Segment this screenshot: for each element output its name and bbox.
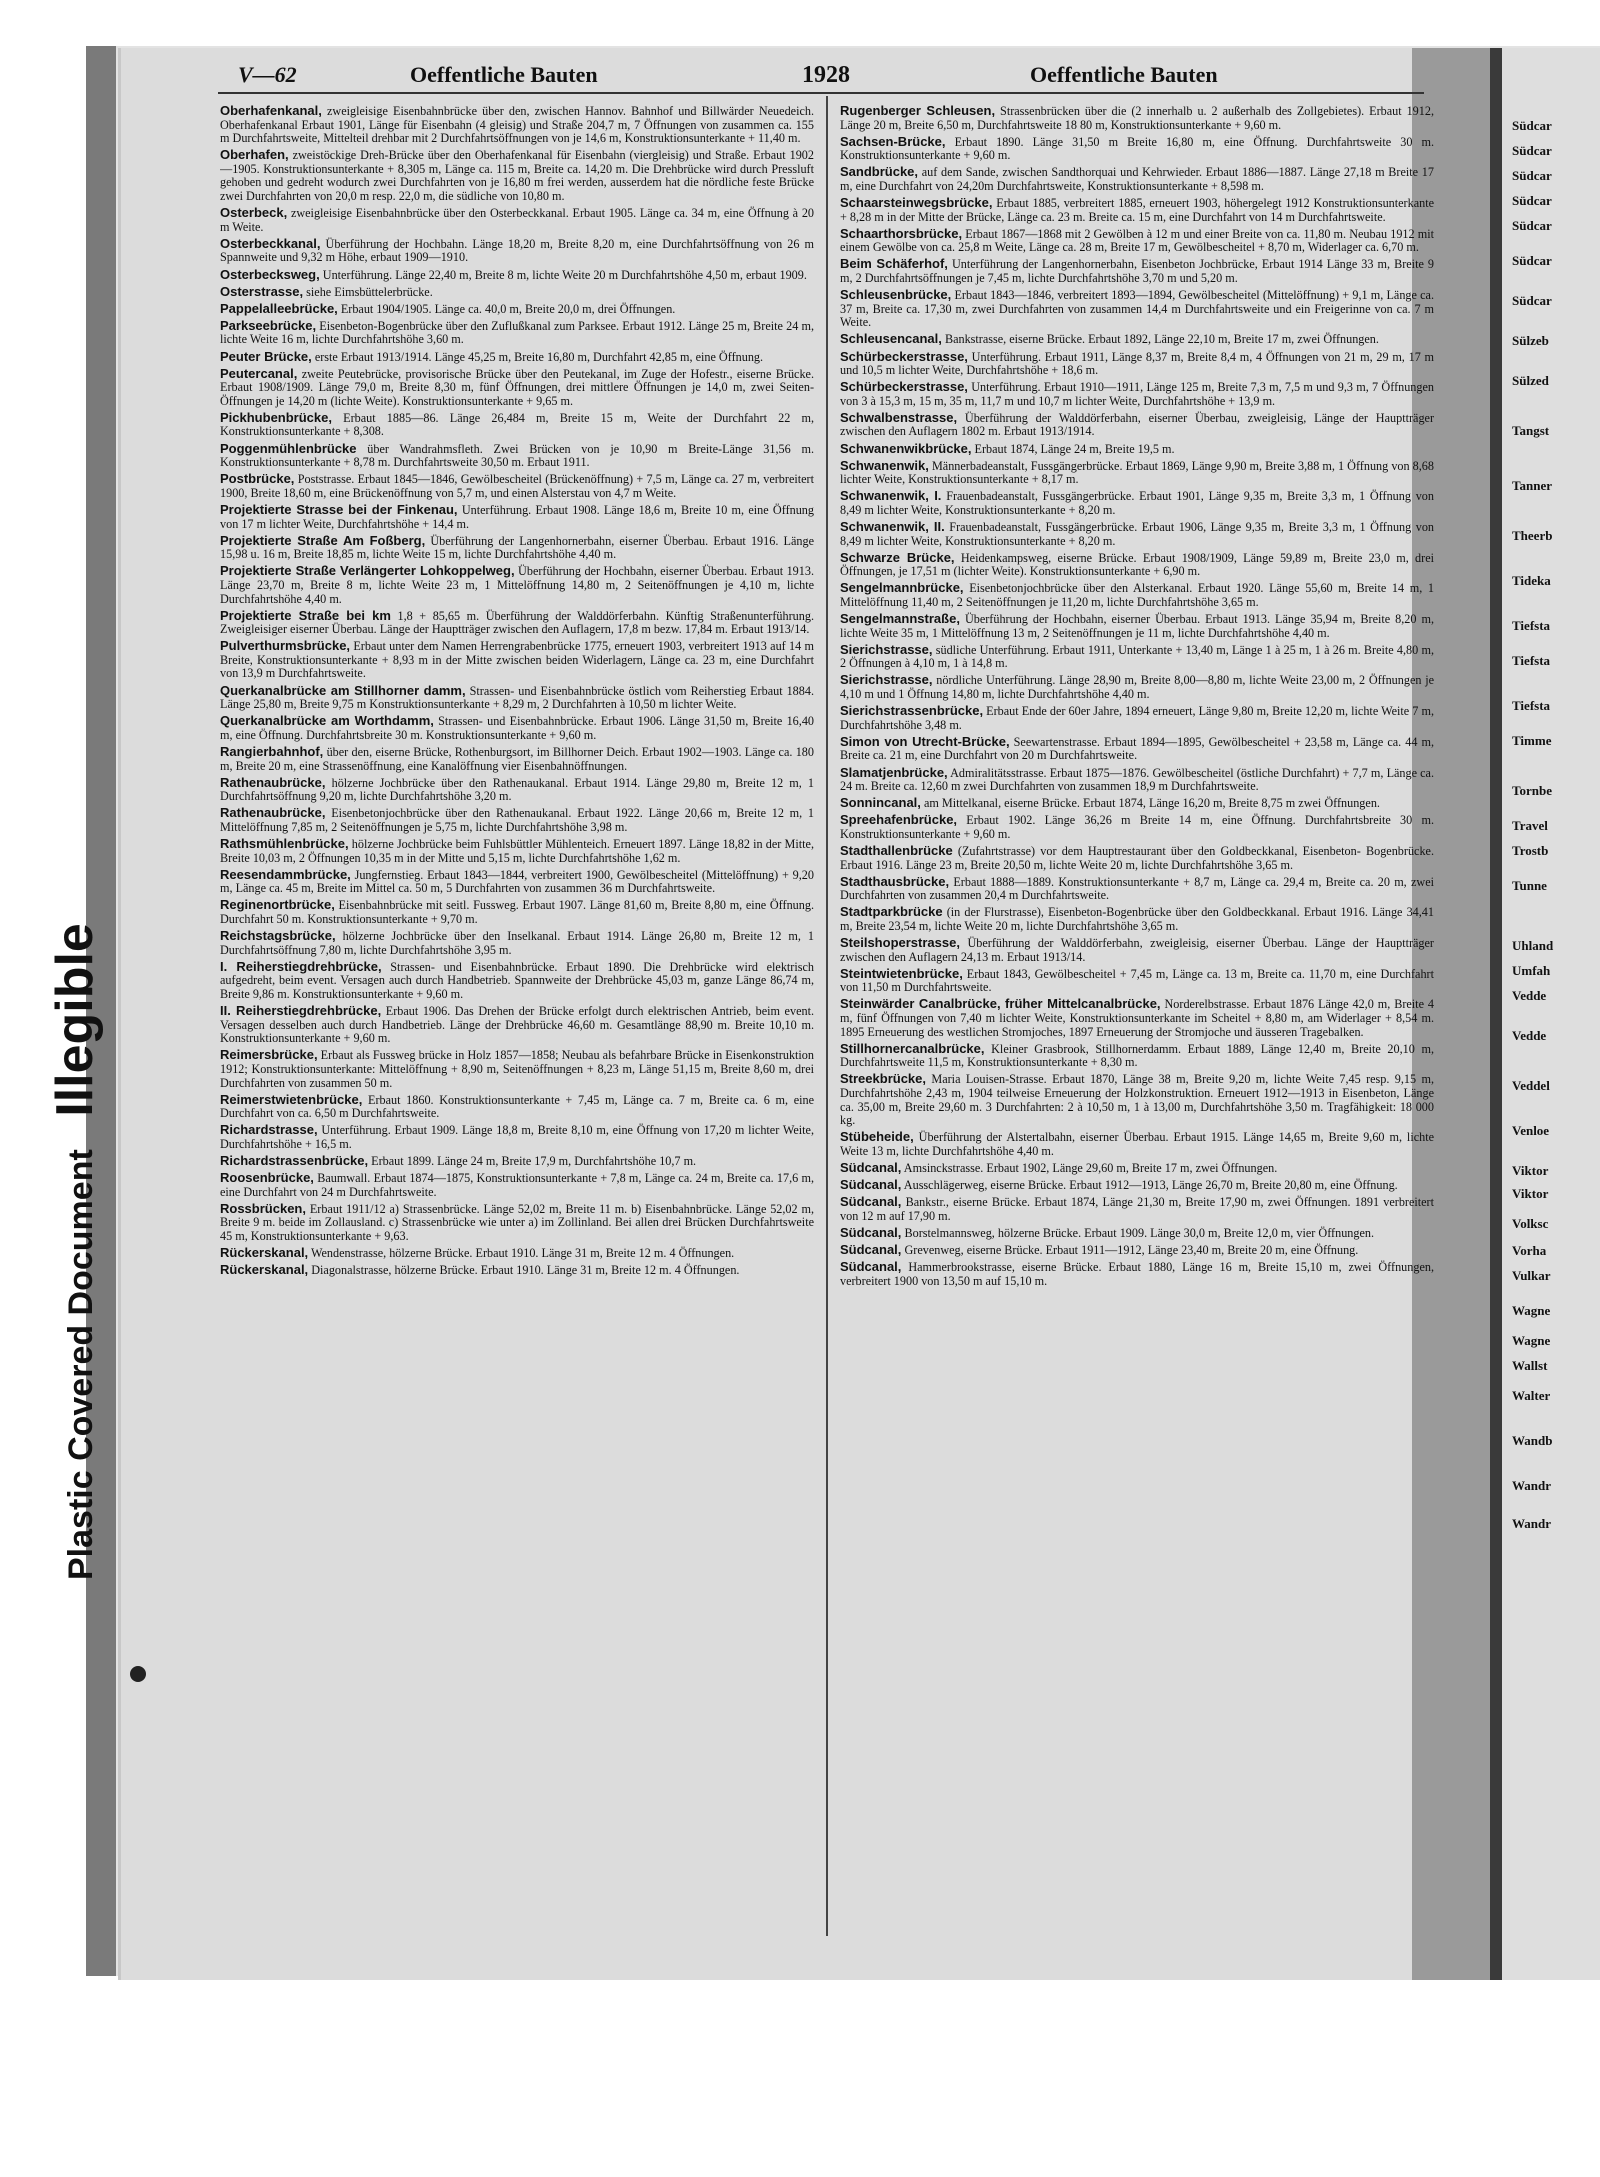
entry-text: Norderelbstrasse. Erbaut 1876 Länge 42,0 m, Breite 4 m, fünf Öffnungen von 7,40 m lichter Weite, Konstruktionsunterkante im Scheitel + 8,80 m, am Widerlager + 8,54 m. 1895 Erneuerung des westlichen Stromjoches, 1897 Erneuerung der Stromjoche und äusseren Tragebalken.: [840, 997, 1434, 1039]
right-page-entry: Theerb: [1512, 528, 1553, 543]
directory-entry: [840, 936, 1434, 964]
entry-text: Admiralitätsstrasse. Erbaut 1875—1876. Gewölbescheitel (östliche Durchfahrt) + 7,7 m, Länge ca. 24 m. Breite ca. 12,60 m zwei Durchfahrten von zusammen 18,9 m Durchfahrtsweite.: [840, 765, 1434, 794]
directory-entry: [840, 673, 1434, 701]
entry-title: Südcanal,: [840, 1241, 902, 1257]
directory-entry: [840, 735, 1434, 763]
entry-text: Strassenbrücken über die (2 innerhalb u. 2 außerhalb des Zollgebietes). Erbaut 1912, Länge 20 m, Breite 6,50 m, Durchfahrtsweite 18 80 m, Konstruktionsunterkante + 9,60 m.: [840, 104, 1434, 132]
directory-entry: [840, 1072, 1434, 1127]
right-page-fragment: [1502, 48, 1600, 1980]
entry-title: Peuter Brücke,: [220, 348, 312, 364]
entry-text: Männerbadeanstalt, Fussgängerbrücke. Erbaut 1869, Länge 9,90 m, Breite 3,88 m, 1 Öffnung von 8,68 lichter Weite, Konstruktionsunterkante + 8,17 m.: [840, 458, 1434, 487]
right-page-entry: Südcar: [1512, 118, 1552, 133]
entry-text: Poststrasse. Erbaut 1845—1846, Gewölbescheitel (Brückenöffnung) + 7,5 m, Länge ca. 27 m, verbreitert 1900, Breite 18,60 m, eine Brückenöffnung von 5,7 m, und einen Alsterstau von 4,7 m Weite.: [220, 472, 814, 500]
entry-title: Stadthallenbrücke: [840, 843, 953, 858]
directory-entry: [220, 285, 814, 300]
entry-text: zweigleisige Eisenbahnbrücke über den, zwischen Hannov. Bahnhof und Billwärder Neuedeich. Oberhafenkanal Erbaut 1901, Länge für Eisenbahn (4 gleisig) und Straße 204,7 m, 7 Öffnungen von zusammen ca. 155 m Durchfahrtsweite, Mittelteil drehbar mit 2 Durchfahrtsöffnungen von je 14,6 m, Konstruktionsunterkante + 11,40 m.: [220, 104, 814, 146]
right-page-entry: Viktor: [1512, 1163, 1549, 1178]
directory-entry: [840, 612, 1434, 640]
directory-entry: [840, 350, 1434, 378]
entry-title: Stübeheide,: [840, 1129, 914, 1145]
right-page-entry: Wandr: [1512, 1516, 1552, 1531]
directory-entry: [220, 868, 814, 896]
entry-text: Überführung der Alstertalbahn, eiserner Überbau. Erbaut 1915. Länge 14,65 m, Breite 9,60 m, lichte Weite 13 m, lichte Durchfahrtshöhe 4,40 m.: [840, 1130, 1434, 1158]
stamp-line-1: Plastic Covered Document: [62, 1149, 100, 1580]
directory-entry: [220, 237, 814, 265]
right-page-entry: Wallst: [1512, 1358, 1548, 1373]
entry-text: Eisenbeton-Bogenbrücke über den Zuflußkanal zum Parksee. Erbaut 1912. Länge 25 m, Breite 24 m, lichte Weite 16 m, lichte Durchfahrtshöhe 3,60 m.: [220, 318, 814, 347]
entry-text: nördliche Unterführung. Länge 28,90 m, Breite 8,00—8,80 m, lichte Weite 23,00 m, 2 Öffnungen je 4,10 m und 1 Öffnung 14,80 m, lichte Durchfahrtshöhe 4,40 m.: [840, 673, 1434, 702]
directory-entry: [840, 905, 1434, 933]
right-page-entry: Wandb: [1512, 1433, 1553, 1448]
entry-text: Wendenstrasse, hölzerne Brücke. Erbaut 1910. Länge 31 m, Breite 12 m. 4 Öffnungen.: [311, 1246, 735, 1261]
entry-text: Unterführung. Länge 22,40 m, Breite 8 m, lichte Weite 20 m Durchfahrtshöhe 4,50 m, erbaut 1909.: [322, 267, 807, 282]
entry-title: Querkanalbrücke am Worthdamm,: [220, 713, 434, 729]
directory-entry: [840, 796, 1434, 811]
entry-title: Parkseebrücke,: [220, 317, 317, 333]
entry-title: Steinwärder Canalbrücke, früher Mittelcanalbrücke,: [840, 996, 1161, 1012]
entry-title: Reginenortbrücke,: [220, 897, 335, 913]
directory-entry: [220, 1202, 814, 1244]
entry-title: Stadtparkbrücke: [840, 904, 943, 920]
right-page-entry: Tanner: [1512, 478, 1552, 493]
entry-text: Jungfernstieg. Erbaut 1843—1844, verbreitert 1900, Gewölbescheitel (Mittelöffnung) + 9,20 m, Länge ca. 45 m, Breite im Mittel ca. 50 m, 5 Durchfahrten von zusammen 36 m Durchfahrtsweite.: [220, 867, 814, 896]
entry-text: hölzerne Jochbrücke über den Rathenaukanal. Erbaut 1914. Länge 29,80 m, Breite 12 m, 1 Durchfahrtsöffnung 9,20 m, lichte Durchfahrtshöhe 3,20 m.: [220, 775, 814, 804]
entry-text: Erbaut Ende der 60er Jahre, 1894 erneuert, Länge 9,80 m, Breite 12,20 m, lichte Weite 7 m, Durchfahrtshöhe 3,48 m.: [840, 704, 1434, 732]
right-page-entry: Tornbe: [1512, 783, 1552, 798]
directory-entry: [840, 459, 1434, 487]
right-page-entry: Wagne: [1512, 1333, 1551, 1348]
right-page-entry: Venloe: [1512, 1123, 1550, 1138]
entry-title: Rathenaubrücke,: [220, 774, 326, 790]
entry-title: Rossbrücken,: [220, 1200, 306, 1216]
directory-entry: [220, 837, 814, 865]
entry-title: Streekbrücke,: [840, 1071, 926, 1087]
directory-entry: [220, 367, 814, 409]
directory-entry: [220, 639, 814, 681]
directory-entry: [220, 745, 814, 773]
directory-entry: [840, 875, 1434, 903]
entry-title: Schürbeckerstrasse,: [840, 348, 968, 364]
entry-text: Kleiner Grasbrook, Stillhornerdamm. Erbaut 1889, Länge 12,40 m, Breite 20,10 m, Durchfahrtsweite 11,5 m, Konstruktionsunterkante + 8,30 m.: [840, 1041, 1434, 1070]
entry-title: Projektierte Straße Am Foßberg,: [220, 532, 426, 548]
entry-title: Reichstagsbrücke,: [220, 928, 336, 944]
directory-entry: [220, 1171, 814, 1199]
right-page-entry: Timme: [1512, 733, 1552, 748]
year-heading: 1928: [802, 62, 850, 88]
directory-entry: [840, 1260, 1434, 1288]
entry-text: Unterführung. Erbaut 1911, Länge 8,37 m, Breite 8,4 m, 4 Öffnungen von 21 m, 29 m, 17 m und 10,5 m lichter Weite, Durchfahrtshöhe + 18,6 m.: [840, 349, 1434, 378]
right-page-entry: Südcar: [1512, 293, 1552, 308]
directory-entry: [220, 1263, 814, 1278]
right-page-entry: Vedde: [1512, 1028, 1547, 1043]
directory-entry: [840, 1130, 1434, 1158]
directory-entry: [840, 104, 1434, 132]
entry-text: Baumwall. Erbaut 1874—1875, Konstruktionsunterkante + 7,8 m, Länge ca. 24 m, Breite ca. 17,6 m, eine Durchfahrt von 24 m Durchfahrtsweite.: [220, 1171, 814, 1199]
entry-text: Erbaut 1860. Konstruktionsunterkante + 7,45 m, Länge ca. 7 m, Breite ca. 6 m, eine Durchfahrt von ca. 6,50 m Durchfahrtsweite.: [220, 1092, 814, 1121]
entry-text: Überführung der Walddörferbahn, zweigleisig, eiserner Überbau. Länge der Hauptträger zwischen den Auflagern 24,13 m. Erbaut 1913/14.: [840, 936, 1434, 964]
directory-entry: [220, 104, 814, 146]
entry-text: über den, eiserne Brücke, Rothenburgsort, im Billhorner Deich. Erbaut 1902—1903. Länge ca. 180 m, Breite 20 m, eine Strassenöffnung, eine Kanalöffnung vier Eisenbahnöffnungen.: [220, 744, 814, 773]
entry-text: Erbaut unter dem Namen Herrengrabenbrücke 1775, erneuert 1903, verbreitert 1913 auf 14 m Breite, Konstruktionsunterkante + 8,93 m in der Mitte zwischen beiden Widerlagern, Länge ca. 23 m, eine Durchfahrt von 13,9 m Durchfahrtsweite.: [220, 639, 814, 681]
directory-entry: [840, 135, 1434, 163]
right-running-title: Oeffentliche Bauten: [1030, 62, 1218, 87]
page-gutter: [1490, 48, 1502, 1980]
entry-text: Erbaut 1890. Länge 31,50 m Breite 16,80 m, eine Öffnung. Durchfahrtsweite 30 m. Konstruktionsunterkante + 9,60 m.: [840, 134, 1434, 163]
directory-entry: [220, 806, 814, 834]
entry-title: Schleusencanal,: [840, 331, 942, 347]
left-column: [220, 104, 814, 1884]
entry-text: Erbaut 1885, verbreitert 1885, erneuert 1903, höhergelegt 1912 Konstruktionsunterkante + 8,28 m in der Mitte der Brücke, Länge ca. 23 m. Breite ca. 15 m, eine Durchfahrt von 14 m Durchfahrtsweite.: [840, 196, 1434, 224]
directory-entry: [840, 165, 1434, 193]
right-page-entry: Walter: [1512, 1388, 1551, 1403]
directory-entry: [840, 1042, 1434, 1070]
directory-entry: [840, 332, 1434, 347]
directory-entry: [840, 196, 1434, 224]
right-page-entry: Südcar: [1512, 193, 1552, 208]
entry-title: Südcanal,: [840, 1177, 902, 1193]
directory-entry: [840, 766, 1434, 794]
entry-title: Steilshoperstrasse,: [840, 935, 960, 951]
right-page-entry: Vulkar: [1512, 1268, 1551, 1283]
right-page-entry: Südcar: [1512, 218, 1552, 233]
entry-text: erste Erbaut 1913/1914. Länge 45,25 m, Breite 16,80 m, Durchfahrt 42,85 m, eine Öffnung.: [314, 349, 764, 364]
entry-title: Querkanalbrücke am Stillhorner damm,: [220, 682, 466, 698]
entry-text: Erbaut 1843, Gewölbescheitel + 7,45 m, Länge ca. 13 m, Breite ca. 11,70 m, eine Durchfahrt von 11,50 m Durchfahrtsweite.: [840, 966, 1434, 995]
right-page-entry: Tangst: [1512, 423, 1550, 438]
directory-entry: [220, 503, 814, 531]
entry-text: zweistöckige Dreh-Brücke über den Oberhafenkanal für Eisenbahn (viergleisig) und Straße. Erbaut 1902—1905. Konstruktionsunterkante + 8,305 m, Länge ca. 115 m, Breite ca. 14,20 m. Die Drehbrücke wird durch Pressluft gehoben und gedreht wodurch zwei Durchfahrten von je 16,80 m frei werden, ausserdem hat die nördliche feste Brücke zwei Durchfahrten von 20,0 m resp. 22,0 m, die südliche von 10,80 m.: [220, 148, 814, 204]
entry-text: Unterführung. Erbaut 1909. Länge 18,8 m, Breite 8,10 m, eine Öffnung von 17,20 m lichter Weite, Durchfahrtshöhe + 16,5 m.: [220, 1123, 814, 1151]
entry-title: Projektierte Straße Verlängerter Lohkoppelweg,: [220, 563, 515, 579]
entry-text: Erbaut 1867—1868 mit 2 Gewölben à 12 m und einer Breite von ca. 11,80 m. Neubau 1912 mit einem Gewölbe von ca. 25,8 m Weite, Länge ca. 28 m, Breite 17 m, Gewölbescheitel + 8,70 m, Widerlager ca. 6,70 m.: [840, 226, 1434, 255]
right-page-entry: Umfah: [1512, 963, 1551, 978]
entry-text: Überführung der Walddörferbahn, eiserner Überbau, zweigleisig, Länge der Hauptträger zwischen den Auflagern 1802 m. Erbaut 1913/1914.: [840, 410, 1434, 439]
entry-title: Peutercanal,: [220, 365, 298, 381]
entry-title: Sachsen-Brücke,: [840, 133, 946, 149]
directory-entry: [220, 714, 814, 742]
directory-entry: [220, 268, 814, 283]
entry-text: Erbaut 1902. Länge 36,26 m Breite 14 m, eine Öffnung. Durchfahrtsbreite 30 m. Konstruktionsunterkante + 9,60 m.: [840, 813, 1434, 841]
entry-text: (in der Flurstrasse), Eisenbeton-Bogenbrücke über den Goldbeckkanal. Erbaut 1916. Länge 34,41 m, Breite 23,54 m, lichte Weite 20 m, lichte Durchfahrtshöhe 3,65 m.: [840, 905, 1434, 933]
entry-title: Sandbrücke,: [840, 164, 919, 180]
entry-title: Richardstrasse,: [220, 1122, 318, 1138]
directory-entry: [840, 997, 1434, 1039]
entry-text: Überführung der Hochbahn. Länge 18,20 m, Breite 8,20 m, eine Durchfahrtsöffnung von 26 m Spannweite und 9,32 m Höhe, erbaut 1909—1910.: [220, 236, 814, 265]
entry-title: Schwalbenstrasse,: [840, 409, 958, 425]
directory-entry: [840, 288, 1434, 330]
right-page-entry: Südcar: [1512, 168, 1552, 183]
directory-entry: [220, 350, 814, 365]
right-page-entry: Tunne: [1512, 878, 1547, 893]
directory-entry: [220, 206, 814, 234]
entry-text: Eisenbetonjochbrücke über den Alsterkanal. Erbaut 1920. Länge 55,60 m, Breite 14 m, 1 Mittelöffnung 11,40 m, 2 Seitenöffnungen je 11,20 m, lichte Durchfahrtshöhe 3,65 m.: [840, 581, 1434, 609]
stamp-line-2: Illegible: [46, 923, 104, 1117]
entry-title: Sengelmannbrücke,: [840, 580, 964, 596]
entry-title: Richardstrassenbrücke,: [220, 1152, 369, 1168]
entry-title: Schürbeckerstrasse,: [840, 379, 968, 395]
directory-entry: [840, 1243, 1434, 1258]
entry-text: Überführung der Langenhornerbahn, eiserner Überbau. Erbaut 1916. Länge 15,98 u. 16 m, Breite 18,85 m, lichte Weite 15 m, lichte Durchfahrtshöhe 4,40 m.: [220, 533, 814, 562]
directory-entry: [840, 704, 1434, 732]
entry-title: Rückerskanal,: [220, 1262, 309, 1278]
directory-entry: [220, 411, 814, 439]
directory-entry: [840, 1178, 1434, 1193]
directory-entry: [840, 581, 1434, 609]
entry-text: Strassen- und Eisenbahnbrücke. Erbaut 1906. Länge 31,50 m, Breite 16,40 m, eine Öffnung. Durchfahrtsbreite 30 m. Konstruktionsunterkante + 9,60 m.: [220, 714, 814, 742]
entry-text: Frauenbadeanstalt, Fussgängerbrücke. Erbaut 1901, Länge 9,35 m, Breite 3,3 m, 1 Öffnung von 8,49 m lichter Weite, Konstruktionsunterkante + 8,20 m.: [840, 489, 1434, 517]
right-page-entry: Wagne: [1512, 1303, 1551, 1318]
entry-text: Hammerbrookstrasse, eiserne Brücke. Erbaut 1880, Länge 16 m, Breite 15,10 m, zwei Öffnungen, verbreitert 1900 von 13,50 m auf 15,10 m.: [840, 1260, 1434, 1288]
entry-title: Schwanenwik, II.: [840, 519, 945, 535]
directory-entry: [840, 227, 1434, 255]
directory-entry: [840, 1226, 1434, 1241]
directory-entry: [840, 967, 1434, 995]
entry-text: Erbaut 1904/1905. Länge ca. 40,0 m, Breite 20,0 m, drei Öffnungen.: [340, 301, 676, 316]
entry-text: Unterführung. Erbaut 1908. Länge 18,6 m, Breite 10 m, eine Öffnung von 17 m lichter Weite, Durchfahrtshöhe + 14,4 m.: [220, 502, 814, 531]
directory-entry: [220, 472, 814, 500]
entry-title: Osterbecksweg,: [220, 266, 320, 282]
entry-title: Rathsmühlenbrücke,: [220, 836, 349, 851]
entry-text: Erbaut 1885—86. Länge 26,484 m, Breite 15 m, Weite der Durchfahrt 22 m, Konstruktionsunterkante + 8,308.: [220, 410, 814, 439]
entry-title: Oberhafenkanal,: [220, 104, 322, 118]
entry-text: Bankstr., eiserne Brücke. Erbaut 1874, Länge 21,30 m, Breite 17,90 m, zwei Öffnungen. 1891 verbreitert von 12 m auf 17,90 m.: [840, 1195, 1434, 1223]
right-page-entry: Vedde: [1512, 988, 1547, 1003]
directory-entry: [220, 442, 814, 470]
entry-title: Sengelmannstraße,: [840, 611, 960, 627]
directory-entry: [840, 551, 1434, 579]
right-page-entry: Tiefsta: [1512, 618, 1551, 633]
directory-entry: [840, 411, 1434, 439]
right-page-entry: Volksc: [1512, 1216, 1549, 1231]
entry-title: Sierichstrassenbrücke,: [840, 703, 984, 719]
plastic-covered-stamp: [45, 923, 105, 1580]
entry-text: am Mittelkanal, eiserne Brücke. Erbaut 1874, Länge 16,20 m, Breite 8,75 m zwei Öffnungen.: [923, 796, 1380, 811]
right-page-entry: Südcar: [1512, 253, 1552, 268]
entry-text: Erbaut 1888—1889. Konstruktionsunterkante + 8,7 m, Länge ca. 29,4 m, Breite ca. 20 m, zwei Durchfahrten von zusammen 20,4 m Durchfahrtsweite.: [840, 874, 1434, 903]
entry-title: Schwanenwik, I.: [840, 488, 942, 504]
directory-entry: [220, 1004, 814, 1046]
entry-text: Frauenbadeanstalt, Fussgängerbrücke. Erbaut 1906, Länge 9,35 m, Breite 3,3 m, 1 Öffnung von 8,49 m lichter Weite, Konstruktionsunterkante + 8,20 m.: [840, 520, 1434, 548]
entry-text: zweite Peutebrücke, provisorische Brücke über den Peutekanal, im Zuge der Hofestr., eiserne Brücke. Erbaut 1908/1909. Länge 79,0 m, Breite 8,30 m, fünf Öffnungen, drei mittlere Öffnungen je 14,0 m, zwei Seiten-Öffnungen je 14,20 m (lichte Weite). Konstruktionsunterkante + 9,65 m.: [220, 366, 814, 408]
entry-title: Spreehafenbrücke,: [840, 812, 958, 828]
entry-title: Rathenaubrücke,: [220, 805, 326, 821]
directory-entry: [220, 148, 814, 203]
entry-text: über Wandrahmsfleth. Zwei Brücken von je 10,90 m Breite-Länge 31,56 m. Konstruktionsunterkante + 8,78 m. Durchfahrtsweite 30,50 m. Erbaut 1911.: [220, 441, 814, 470]
right-page-entry: Trostb: [1512, 843, 1549, 858]
binding-hole: [130, 1666, 146, 1682]
directory-entry: [840, 1195, 1434, 1223]
right-page-entry: Sülzed: [1512, 373, 1549, 388]
entry-title: Reimersbrücke,: [220, 1047, 318, 1063]
right-column: [840, 104, 1434, 1884]
entry-title: Sonnincanal,: [840, 795, 921, 811]
right-page-entry: Vorha: [1512, 1243, 1547, 1258]
directory-entry: [840, 1161, 1434, 1176]
right-page-entry: Tideka: [1512, 573, 1551, 588]
directory-entry: [220, 1123, 814, 1151]
entry-text: Borstelmannsweg, hölzerne Brücke. Erbaut 1909. Länge 30,0 m, Breite 12,0 m, vier Öffnungen.: [904, 1225, 1375, 1240]
entry-text: Erbaut 1843—1846, verbreitert 1893—1894, Gewölbescheitel (Mittelöffnung) + 9,1 m, Länge ca. 37 m, Breite ca. 17,30 m, zwei Durchfahrten von zusammen 14,4 m Durchfahrtsweite und ein Freigerinne von ca. 7 m Weite.: [840, 288, 1434, 330]
right-page-entry: Südcar: [1512, 143, 1552, 158]
right-page-entry: Sülzeb: [1512, 333, 1549, 348]
entry-title: Postbrücke,: [220, 471, 295, 487]
entry-text: Unterführung. Erbaut 1910—1911, Länge 125 m, Breite 7,3 m, 7,5 m und 9,3 m, 7 Öffnungen von 3 à 15,3 m, 15 m, 35 m, 11,7 m und 10,7 m lichter Weite, Durchfahrtshöhe + 13,9 m.: [840, 380, 1434, 408]
entry-title: Rückerskanal,: [220, 1245, 309, 1261]
entry-title: Pickhubenbrücke,: [220, 409, 332, 425]
entry-title: Rangierbahnhof,: [220, 743, 324, 759]
entry-text: hölzerne Jochbrücke beim Fuhlsbüttler Mühlenteich. Erneuert 1897. Länge 18,82 in der Mitte, Breite 10,03 m, 2 Öffnungen 10,35 m in der Mitte und 5,15 m, lichte Durchfahrtshöhe 1,62 m.: [220, 837, 814, 865]
entry-title: Sierichstrasse,: [840, 672, 933, 688]
entry-title: Stillhornercanalbrücke,: [840, 1040, 985, 1056]
directory-entry: [840, 643, 1434, 671]
entry-title: Pulverthurmsbrücke,: [220, 638, 351, 654]
entry-title: Südcanal,: [840, 1194, 902, 1210]
left-running-title: Oeffentliche Bauten: [410, 62, 598, 87]
entry-title: Schwanenwikbrücke,: [840, 440, 972, 456]
directory-entry: [840, 520, 1434, 548]
directory-entry: [220, 302, 814, 317]
entry-text: Erbaut 1899. Länge 24 m, Breite 17,9 m, Durchfahrtshöhe 10,7 m.: [371, 1153, 697, 1168]
directory-entry: [220, 898, 814, 926]
entry-title: Beim Schäferhof,: [840, 256, 948, 272]
right-page-entry: Wandr: [1512, 1478, 1552, 1493]
entry-text: Erbaut 1874, Länge 24 m, Breite 19,5 m.: [974, 441, 1175, 456]
page-number: V—62: [238, 62, 297, 87]
entry-text: Grevenweg, eiserne Brücke. Erbaut 1911—1912, Länge 23,40 m, Breite 20 m, eine Öffnung.: [904, 1242, 1359, 1257]
directory-entry: [220, 776, 814, 804]
entry-title: Projektierte Strasse bei der Finkenau,: [220, 501, 458, 517]
entry-text: Strassen- und Eisenbahnbrücke. Erbaut 1890. Die Drehbrücke wird elektrisch aufgedreht, beim event. Versagen auch durch Handbetrieb. Spannweite der Drehbrücke 45,03 m, ganze Länge 86,74 m, Breite 9,86 m. Konstruktionsunterkante + 9,60 m.: [220, 959, 814, 1001]
entry-text: Ausschlägerweg, eiserne Brücke. Erbaut 1912—1913, Länge 26,70 m, Breite 20,80 m, eine Öffnung.: [903, 1178, 1398, 1193]
directory-entry: [220, 609, 814, 637]
entry-title: Poggenmühlenbrücke: [220, 440, 357, 456]
entry-title: Schaarsteinwegsbrücke,: [840, 195, 993, 211]
right-page-entry: Viktor: [1512, 1186, 1549, 1201]
entry-text: Amsinckstrasse. Erbaut 1902, Länge 29,60 m, Breite 17 m, zwei Öffnungen.: [903, 1160, 1278, 1175]
entry-title: Simon von Utrecht-Brücke,: [840, 733, 1010, 749]
header-rule: [218, 92, 1424, 94]
entry-text: auf dem Sande, zwischen Sandthorquai und Kehrwieder. Erbaut 1886—1887. Länge 27,18 m Breite 17 m, eine Durchfahrt von 24,20m Durchfahrtsweite, Konstruktionsunterkante + 8,598 m.: [840, 165, 1434, 193]
directory-entry: [840, 813, 1434, 841]
entry-text: südliche Unterführung. Erbaut 1911, Unterkante + 13,40 m, Länge 1 à 25 m, 1 à 26 m. Breite 4,80 m, 2 Öffnungen à 4,10 m, 1 à 14,8 m.: [840, 642, 1434, 671]
entry-text: Heidenkampsweg, eiserne Brücke. Erbaut 1908/1909, Länge 59,89 m, Breite 23,0 m, drei Öffnungen, je 17,51 m (lichter Weite). Konstruktionsunterkante + 6,90 m.: [840, 550, 1434, 579]
entry-title: Oberhafen,: [220, 147, 289, 163]
right-page-entry: Veddel: [1512, 1078, 1550, 1093]
entry-title: Sierichstrasse,: [840, 641, 933, 657]
directory-entry: [220, 564, 814, 606]
entry-text: Überführung der Hochbahn, eiserner Überbau. Erbaut 1913. Länge 35,94 m, Breite 8,20 m, lichte Weite 35 m, 1 Mittelöffnung 13 m, 2 Seitenöffnungen je 11 m, lichte Durchfahrtshöhe 4,40 m.: [840, 612, 1434, 640]
entry-text: hölzerne Jochbrücke über den Inselkanal. Erbaut 1914. Länge 26,80 m, Breite 12 m, 1 Durchfahrtsöffnung 7,80 m, lichte Durchfahrtshöhe 3,95 m.: [220, 929, 814, 957]
entry-title: Osterstrasse,: [220, 283, 304, 299]
directory-entry: [840, 257, 1434, 285]
directory-entry: [220, 929, 814, 957]
directory-entry: [840, 844, 1434, 872]
entry-text: Erbaut als Fussweg brücke in Holz 1857—1858; Neubau als befahrbare Brücke in Eisenkonstruktion 1912; Konstruktionsunterkante: Mittelöffnung + 8,90 m, Seitenöffnungen + 8,23 m, Länge 51,15 m, Breite 8,60 m, drei Durchfahrten von zusammen 50 m.: [220, 1048, 814, 1090]
directory-entry: [220, 1048, 814, 1090]
directory-entry: [220, 1154, 814, 1169]
entry-title: Osterbeckkanal,: [220, 235, 321, 251]
entry-title: Reesendammbrücke,: [220, 866, 351, 882]
entry-title: Rugenberger Schleusen,: [840, 104, 996, 118]
entry-title: Steintwietenbrücke,: [840, 965, 963, 981]
directory-entry: [840, 489, 1434, 517]
entry-text: Maria Louisen-Strasse. Erbaut 1870, Länge 38 m, Breite 9,20 m, lichte Weite 7,45 resp. 9,15 m, Durchfahrtshöhe 2,43 m, 1904 teilweise Erneuerung der Holzkonstruktion. Erneuert 1912—1913 in Eisenbeton, Länge ca. 35,00 m, Breite 29,60 m. 3 Durchfahrten: 2 à 10,50 m, 1 à 13,00 m, Durchfahrtshöhe 3,50 m. Tragfähigkeit: 18 000 kg.: [840, 1072, 1434, 1128]
entry-title: Pappelalleebrücke,: [220, 300, 338, 316]
directory-entry: [840, 442, 1434, 457]
directory-entry: [220, 1093, 814, 1121]
directory-entry: [220, 534, 814, 562]
column-divider: [826, 96, 828, 1936]
entry-text: Strassen- und Eisenbahnbrücke östlich vom Reiherstieg Erbaut 1884. Länge 25,80 m, Breite 9,75 m Konstruktionsunterkante + 8,29 m, 2 Durchfahrten à 10,50 m lichter Weite.: [220, 683, 814, 712]
entry-text: (Zufahrtstrasse) vor dem Hauptrestaurant über den Goldbeckkanal, Eisenbeton- Bogenbrücke. Erbaut 1916. Länge 23 m, Breite 20,50 m, lichte Weite 20 m, lichte Durchfahrtshöhe 3,65 m.: [840, 844, 1434, 872]
entry-text: Eisenbahnbrücke mit seitl. Fussweg. Erbaut 1907. Länge 81,60 m, Breite 8,80 m, eine Öffnung. Durchfahrt 50 m. Konstruktionsunterkante + 9,70 m.: [220, 898, 814, 926]
directory-entry: [840, 380, 1434, 408]
entry-title: II. Reiherstiegdrehbrücke,: [220, 1003, 382, 1019]
entry-title: Schwarze Brücke,: [840, 549, 955, 565]
right-page-entry: Tiefsta: [1512, 653, 1551, 668]
right-page-entry: Travel: [1512, 818, 1548, 833]
entry-text: Bankstrasse, eiserne Brücke. Erbaut 1892, Länge 22,10 m, Breite 17 m, zwei Öffnungen.: [944, 332, 1379, 347]
entry-text: Unterführung der Langenhornerbahn, Eisenbeton Jochbrücke, Erbaut 1914 Länge 33 m, Breite 9 m, 2 Durchfahrtsöffnungen je 7,45 m, lichte Durchfahrtshöhe 3,70 m und 5,20 m.: [840, 257, 1434, 286]
entry-title: Schaarthorsbrücke,: [840, 225, 963, 241]
entry-text: Diagonalstrasse, hölzerne Brücke. Erbaut 1910. Länge 31 m, Breite 12 m. 4 Öffnungen.: [311, 1263, 740, 1278]
entry-text: Erbaut 1906. Das Drehen der Brücke erfolgt durch elektrischen Antrieb, beim event. Versagen desselben auch durch Handbetrieb. Länge der Drehbrücke 46,60 m. Gesamtlänge 88,90 m. Breite 10,10 m. Konstruktionsunterkante + 9,60 m.: [220, 1004, 814, 1046]
entry-title: Slamatjenbrücke,: [840, 764, 948, 780]
right-page-entry: Uhland: [1512, 938, 1554, 953]
directory-entry: [220, 319, 814, 347]
directory-entry: [220, 1246, 814, 1261]
entry-text: Seewartenstrasse. Erbaut 1894—1895, Gewölbescheitel + 23,58 m, Länge ca. 44 m, Breite ca. 21 m, eine Durchfahrt von 20 m Durchfahrtsweite.: [840, 734, 1434, 763]
entry-title: Roosenbrücke,: [220, 1170, 314, 1186]
directory-entry: [220, 960, 814, 1002]
entry-text: Eisenbetonjochbrücke über den Rathenaukanal. Erbaut 1922. Länge 20,66 m, Breite 12 m, 1 Mittelöffnung 7,85 m, 2 Seitenöffnungen je 5,75 m, lichte Durchfahrtshöhe 3,98 m.: [220, 806, 814, 834]
entry-text: Überführung der Hochbahn, eiserner Überbau. Erbaut 1913. Länge 23,70 m, Breite 8 m, lichte Weite 23 m, 1 Mittelöffnung 14,80 m, 2 Seitenöffnungen je 4,10 m, lichte Durchfahrtshöhe 4,40 m.: [220, 564, 814, 606]
entry-title: Reimerstwietenbrücke,: [220, 1091, 363, 1107]
entry-text: 1,8 + 85,65 m. Überführung der Walddörferbahn. Künftig Straßenunterführung. Zweigleisiger eiserner Überbau. Länge der Hauptträger zwischen den Auflagern, 17,8 m bezw. 17,84 m. Erbaut 1913/14.: [220, 608, 814, 637]
entry-title: Osterbeck,: [220, 205, 288, 221]
entry-text: zweigleisige Eisenbahnbrücke über den Osterbeckkanal. Erbaut 1905. Länge ca. 34 m, eine Öffnung à 20 m Weite.: [220, 206, 814, 234]
entry-title: Südcanal,: [840, 1259, 902, 1275]
entry-title: Schwanenwik,: [840, 457, 929, 473]
entry-title: Projektierte Straße bei km: [220, 607, 391, 623]
entry-title: Schleusenbrücke,: [840, 287, 952, 303]
entry-title: Südcanal,: [840, 1224, 902, 1240]
entry-title: I. Reiherstiegdrehbrücke,: [220, 958, 382, 974]
entry-text: Erbaut 1911/12 a) Strassenbrücke. Länge 52,02 m, Breite 11 m. b) Eisenbahnbrücke. Länge 52,02 m, Breite 9 m. beide im Zollausland. c) Strassenbrücke wie unter a) im Zollinland. Bei allen drei Brücken Durchfahrtsweite 45 m, Konstruktionsunterkante + 9,63.: [220, 1201, 814, 1243]
entry-text: siehe Eimsbüttelerbrücke.: [306, 284, 433, 299]
directory-entry: [220, 684, 814, 712]
entry-title: Stadthausbrücke,: [840, 873, 950, 889]
entry-title: Südcanal,: [840, 1159, 902, 1175]
right-page-entry: Tiefsta: [1512, 698, 1551, 713]
